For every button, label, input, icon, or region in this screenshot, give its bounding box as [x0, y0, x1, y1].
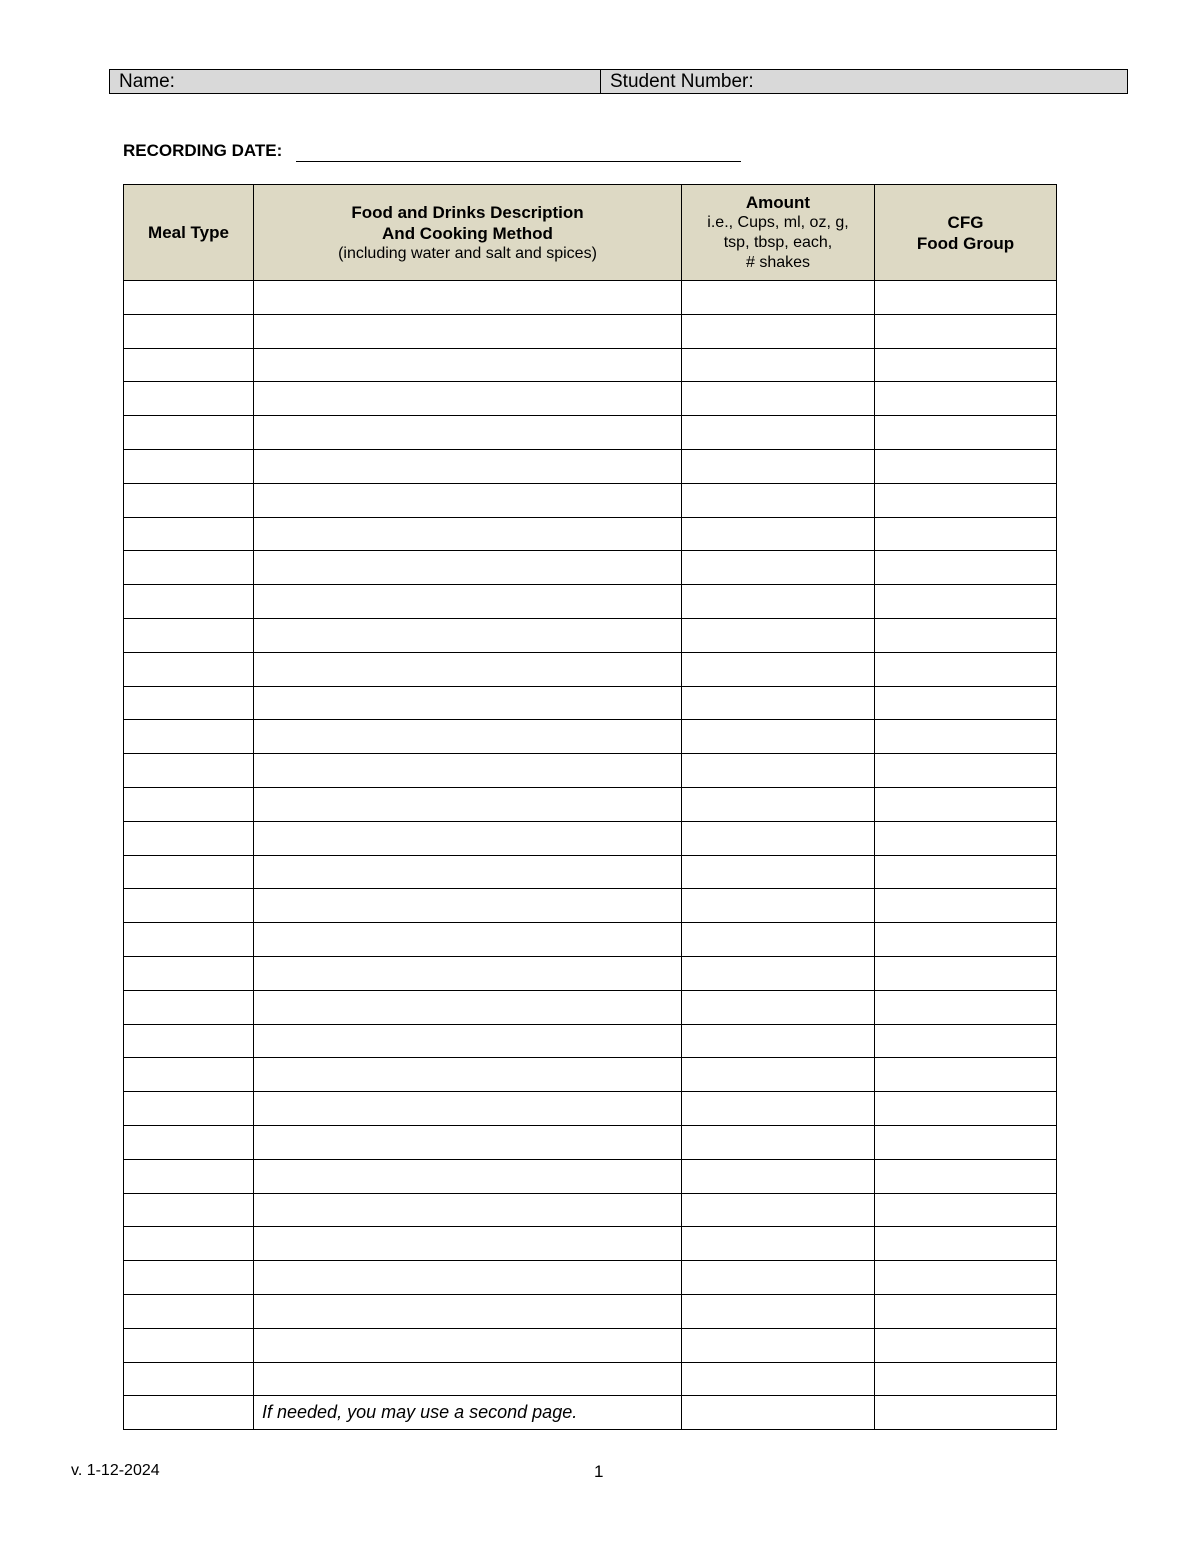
header-amount-sub-3: # shakes [745, 254, 811, 271]
meal-type-cell[interactable] [124, 1227, 254, 1261]
description-cell[interactable] [254, 1159, 682, 1193]
description-cell[interactable] [254, 1024, 682, 1058]
table-row [124, 1261, 1057, 1295]
meal-type-cell[interactable] [124, 382, 254, 416]
amount-cell[interactable] [682, 281, 875, 315]
description-cell[interactable] [254, 281, 682, 315]
food-group-cell[interactable] [875, 348, 1057, 382]
amount-cell[interactable] [682, 990, 875, 1024]
amount-cell[interactable] [682, 585, 875, 619]
table-row [124, 1328, 1057, 1362]
food-group-cell[interactable] [875, 1227, 1057, 1261]
meal-type-cell[interactable] [124, 990, 254, 1024]
meal-type-cell[interactable] [124, 348, 254, 382]
description-cell[interactable] [254, 1227, 682, 1261]
description-cell[interactable] [254, 314, 682, 348]
meal-type-cell[interactable] [124, 585, 254, 619]
header-cfg-title-1: CFG [947, 212, 984, 232]
table-row [124, 990, 1057, 1024]
amount-cell[interactable] [682, 855, 875, 889]
amount-cell[interactable] [682, 1261, 875, 1295]
meal-type-cell[interactable] [124, 517, 254, 551]
table-row [124, 618, 1057, 652]
description-cell[interactable] [254, 1058, 682, 1092]
header-amount-sub-2: tsp, tbsp, each, [723, 234, 833, 251]
name-label: Name: [119, 71, 175, 92]
food-group-cell[interactable] [875, 1261, 1057, 1295]
meal-type-cell[interactable] [124, 754, 254, 788]
table-row-note [124, 1396, 1057, 1430]
meal-type-cell[interactable] [124, 889, 254, 923]
food-group-cell[interactable] [875, 281, 1057, 315]
table-row [124, 855, 1057, 889]
amount-cell[interactable] [682, 483, 875, 517]
food-group-cell[interactable] [875, 956, 1057, 990]
table-row [124, 416, 1057, 450]
meal-type-cell[interactable] [124, 1092, 254, 1126]
food-group-cell[interactable] [875, 449, 1057, 483]
description-cell[interactable] [254, 686, 682, 720]
table-row [124, 1294, 1057, 1328]
food-group-cell[interactable] [875, 1024, 1057, 1058]
meal-type-cell[interactable] [124, 1294, 254, 1328]
recording-date-label: RECORDING DATE: [123, 141, 283, 160]
description-cell[interactable] [254, 551, 682, 585]
table-row [124, 551, 1057, 585]
meal-type-cell[interactable] [124, 483, 254, 517]
student-info-bar [109, 69, 1128, 94]
food-group-cell[interactable] [875, 551, 1057, 585]
table-row [124, 382, 1057, 416]
amount-cell[interactable] [682, 416, 875, 450]
description-cell[interactable] [254, 382, 682, 416]
table-row [124, 483, 1057, 517]
header-amount [682, 185, 875, 281]
description-cell[interactable] [254, 483, 682, 517]
table-row [124, 787, 1057, 821]
table-row [124, 754, 1057, 788]
description-cell[interactable] [254, 956, 682, 990]
description-cell[interactable] [254, 517, 682, 551]
description-cell[interactable] [254, 923, 682, 957]
table-row [124, 281, 1057, 315]
food-group-cell[interactable] [875, 1396, 1057, 1430]
food-group-cell[interactable] [875, 382, 1057, 416]
description-cell[interactable] [254, 990, 682, 1024]
meal-type-cell[interactable] [124, 1125, 254, 1159]
food-group-cell[interactable] [875, 1058, 1057, 1092]
meal-type-cell[interactable] [124, 416, 254, 450]
food-group-cell[interactable] [875, 821, 1057, 855]
table-row [124, 1362, 1057, 1396]
table-row [124, 517, 1057, 551]
amount-cell[interactable] [682, 1024, 875, 1058]
amount-cell[interactable] [682, 1125, 875, 1159]
table-row [124, 1193, 1057, 1227]
amount-cell[interactable] [682, 1227, 875, 1261]
header-amount-title: Amount [745, 193, 811, 212]
food-group-cell[interactable] [875, 1092, 1057, 1126]
table-row [124, 956, 1057, 990]
food-group-cell[interactable] [875, 1125, 1057, 1159]
description-cell[interactable] [254, 585, 682, 619]
header-cfg-food-group [875, 185, 1057, 281]
food-group-cell[interactable] [875, 990, 1057, 1024]
food-group-cell[interactable] [875, 1193, 1057, 1227]
food-group-cell[interactable] [875, 754, 1057, 788]
student-number-field[interactable] [601, 70, 1127, 93]
food-log-body [124, 281, 1057, 1430]
amount-cell[interactable] [682, 618, 875, 652]
header-meal-type-title: Meal Type [148, 223, 229, 242]
description-cell[interactable] [254, 1092, 682, 1126]
table-row [124, 686, 1057, 720]
header-amount-sub-1: i.e., Cups, ml, oz, g, [707, 214, 849, 231]
meal-type-cell[interactable] [124, 1261, 254, 1295]
page-number: 1 [594, 1462, 604, 1481]
food-group-cell[interactable] [875, 889, 1057, 923]
description-cell[interactable] [254, 821, 682, 855]
table-row [124, 821, 1057, 855]
food-group-cell[interactable] [875, 314, 1057, 348]
header-meal-type [124, 185, 254, 281]
description-cell[interactable] [254, 348, 682, 382]
table-row [124, 348, 1057, 382]
header-food-description-sub: (including water and salt and spices) [338, 244, 597, 262]
amount-cell[interactable] [682, 821, 875, 855]
amount-cell[interactable] [682, 517, 875, 551]
amount-cell[interactable] [682, 1328, 875, 1362]
description-cell[interactable] [254, 754, 682, 788]
description-cell[interactable] [254, 1261, 682, 1295]
table-row [124, 1092, 1057, 1126]
meal-type-cell[interactable] [124, 1362, 254, 1396]
meal-type-cell[interactable] [124, 1396, 254, 1430]
amount-cell[interactable] [682, 1092, 875, 1126]
meal-type-cell[interactable] [124, 1058, 254, 1092]
description-cell[interactable] [254, 1125, 682, 1159]
meal-type-cell[interactable] [124, 1024, 254, 1058]
description-cell[interactable] [254, 855, 682, 889]
meal-type-cell[interactable] [124, 281, 254, 315]
table-header-row [124, 185, 1057, 281]
food-group-cell[interactable] [875, 652, 1057, 686]
amount-cell[interactable] [682, 754, 875, 788]
meal-type-cell[interactable] [124, 652, 254, 686]
table-row [124, 923, 1057, 957]
amount-cell[interactable] [682, 314, 875, 348]
food-group-cell[interactable] [875, 1362, 1057, 1396]
table-row [124, 1058, 1057, 1092]
description-cell[interactable] [254, 449, 682, 483]
amount-cell[interactable] [682, 686, 875, 720]
amount-cell[interactable] [682, 449, 875, 483]
table-row [124, 449, 1057, 483]
table-row [124, 1159, 1057, 1193]
food-group-cell[interactable] [875, 416, 1057, 450]
meal-type-cell[interactable] [124, 956, 254, 990]
food-group-cell[interactable] [875, 923, 1057, 957]
meal-type-cell[interactable] [124, 618, 254, 652]
meal-type-cell[interactable] [124, 787, 254, 821]
amount-cell[interactable] [682, 889, 875, 923]
amount-cell[interactable] [682, 923, 875, 957]
meal-type-cell[interactable] [124, 449, 254, 483]
food-group-cell[interactable] [875, 1328, 1057, 1362]
table-row [124, 652, 1057, 686]
table-row [124, 1024, 1057, 1058]
food-group-cell[interactable] [875, 1294, 1057, 1328]
recording-date-row [123, 139, 741, 162]
version-label: v. 1-12-2024 [71, 1462, 160, 1479]
amount-cell[interactable] [682, 1058, 875, 1092]
meal-type-cell[interactable] [124, 821, 254, 855]
header-food-description-title-1: Food and Drinks Description [351, 202, 584, 222]
food-group-cell[interactable] [875, 483, 1057, 517]
meal-type-cell[interactable] [124, 1328, 254, 1362]
student-number-label: Student Number: [610, 71, 754, 92]
meal-type-cell[interactable] [124, 720, 254, 754]
header-food-description-title-2: And Cooking Method [382, 223, 553, 243]
amount-cell[interactable] [682, 956, 875, 990]
meal-type-cell[interactable] [124, 1193, 254, 1227]
meal-type-cell[interactable] [124, 923, 254, 957]
food-group-cell[interactable] [875, 618, 1057, 652]
description-cell[interactable] [254, 1193, 682, 1227]
header-cfg-title-2: Food Group [916, 233, 1015, 253]
food-group-cell[interactable] [875, 1159, 1057, 1193]
description-cell[interactable] [254, 652, 682, 686]
amount-cell[interactable] [682, 348, 875, 382]
meal-type-cell[interactable] [124, 1159, 254, 1193]
amount-cell[interactable] [682, 1294, 875, 1328]
table-row [124, 889, 1057, 923]
description-cell[interactable] [254, 787, 682, 821]
description-cell[interactable] [254, 1362, 682, 1396]
table-row [124, 1227, 1057, 1261]
amount-cell[interactable] [682, 1396, 875, 1430]
table-row [124, 585, 1057, 619]
description-cell[interactable] [254, 416, 682, 450]
table-row [124, 720, 1057, 754]
description-cell[interactable] [254, 1294, 682, 1328]
amount-cell[interactable] [682, 551, 875, 585]
food-group-cell[interactable] [875, 787, 1057, 821]
food-log-table [123, 184, 1057, 1430]
name-field[interactable] [110, 70, 601, 93]
food-group-cell[interactable] [875, 720, 1057, 754]
food-group-cell[interactable] [875, 585, 1057, 619]
description-cell[interactable] [254, 618, 682, 652]
amount-cell[interactable] [682, 1362, 875, 1396]
amount-cell[interactable] [682, 382, 875, 416]
meal-type-cell[interactable] [124, 314, 254, 348]
food-group-cell[interactable] [875, 686, 1057, 720]
header-food-description [254, 185, 682, 281]
meal-type-cell[interactable] [124, 855, 254, 889]
amount-cell[interactable] [682, 1159, 875, 1193]
amount-cell[interactable] [682, 720, 875, 754]
meal-type-cell[interactable] [124, 686, 254, 720]
amount-cell[interactable] [682, 652, 875, 686]
meal-type-cell[interactable] [124, 551, 254, 585]
table-row [124, 1125, 1057, 1159]
amount-cell[interactable] [682, 787, 875, 821]
table-row [124, 314, 1057, 348]
food-group-cell[interactable] [875, 517, 1057, 551]
description-cell[interactable] [254, 889, 682, 923]
description-cell[interactable] [254, 1328, 682, 1362]
amount-cell[interactable] [682, 1193, 875, 1227]
second-page-note: If needed, you may use a second page. [254, 1396, 682, 1430]
recording-date-input-line[interactable] [296, 139, 741, 162]
description-cell[interactable] [254, 720, 682, 754]
food-group-cell[interactable] [875, 855, 1057, 889]
